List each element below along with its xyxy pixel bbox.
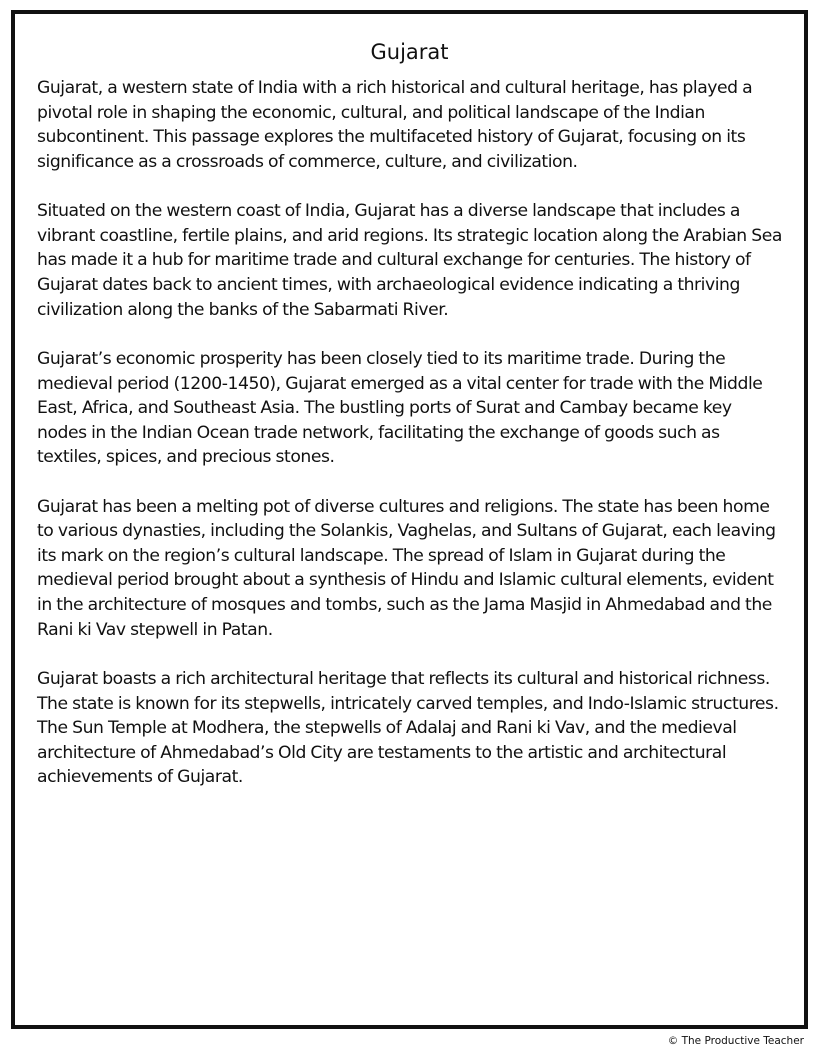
page-title: Gujarat xyxy=(370,40,449,64)
paragraph-3: Gujarat’s economic prosperity has been closely tied to its maritime trade. During the medieval period (1200-1450), Gujarat emerged as a vital center for trade with the Middle East, Africa, and Southeast Asia. The bustling ports of Surat and Cambay became key nodes in the Indian Ocean trade network, facilitating the exchange of goods such as textiles, spices, and precious stones. xyxy=(37,348,763,468)
paragraph-4: Gujarat has been a melting pot of diverse cultures and religions. The state has been home to various dynasties, including the Solankis, Vaghelas, and Sultans of Gujarat, each leaving its mark on the region’s cultural landscape. The spread of Islam in Gujarat during the medieval period brought about a synthesis of Hindu and Islamic cultural elements, evident in the architecture of mosques and tombs, such as the Jama Masjid in Ahmedabad and the Rani ki Vav stepwell in Patan. xyxy=(37,496,776,640)
paragraph-1: Gujarat, a western state of India with a rich historical and cultural heritage, has played a pivotal role in shaping the economic, cultural, and political landscape of the Indian subcontinent. This passage explores the multifaceted history of Gujarat, focusing on its significance as a crossroads of commerce, culture, and civilization. xyxy=(37,78,753,172)
paragraph-2: Situated on the western coast of India, Gujarat has a diverse landscape that includes a vibrant coastline, fertile plains, and arid regions. Its strategic location along the Arabian Sea has made it a hub for maritime trade and cultural exchange for centuries. The history of Gujarat dates back to ancient times, with archaeological evidence indicating a thriving civilization along the banks of the Sabarmati River. xyxy=(37,201,782,320)
passage-body xyxy=(37,76,785,815)
page-border xyxy=(11,10,808,1029)
paragraph-5: Gujarat boasts a rich architectural heritage that reflects its cultural and historical richness. The state is known for its stepwells, intricately carved temples, and Indo-Islamic structures. The Sun Temple at Modhera, the stepwells of Adalaj and Rani ki Vav, and the medieval architecture of Ahmedabad’s Old City are testaments to the artistic and architectural achievements of Gujarat. xyxy=(37,669,779,788)
copyright-footer: © The Productive Teacher xyxy=(667,1035,804,1047)
